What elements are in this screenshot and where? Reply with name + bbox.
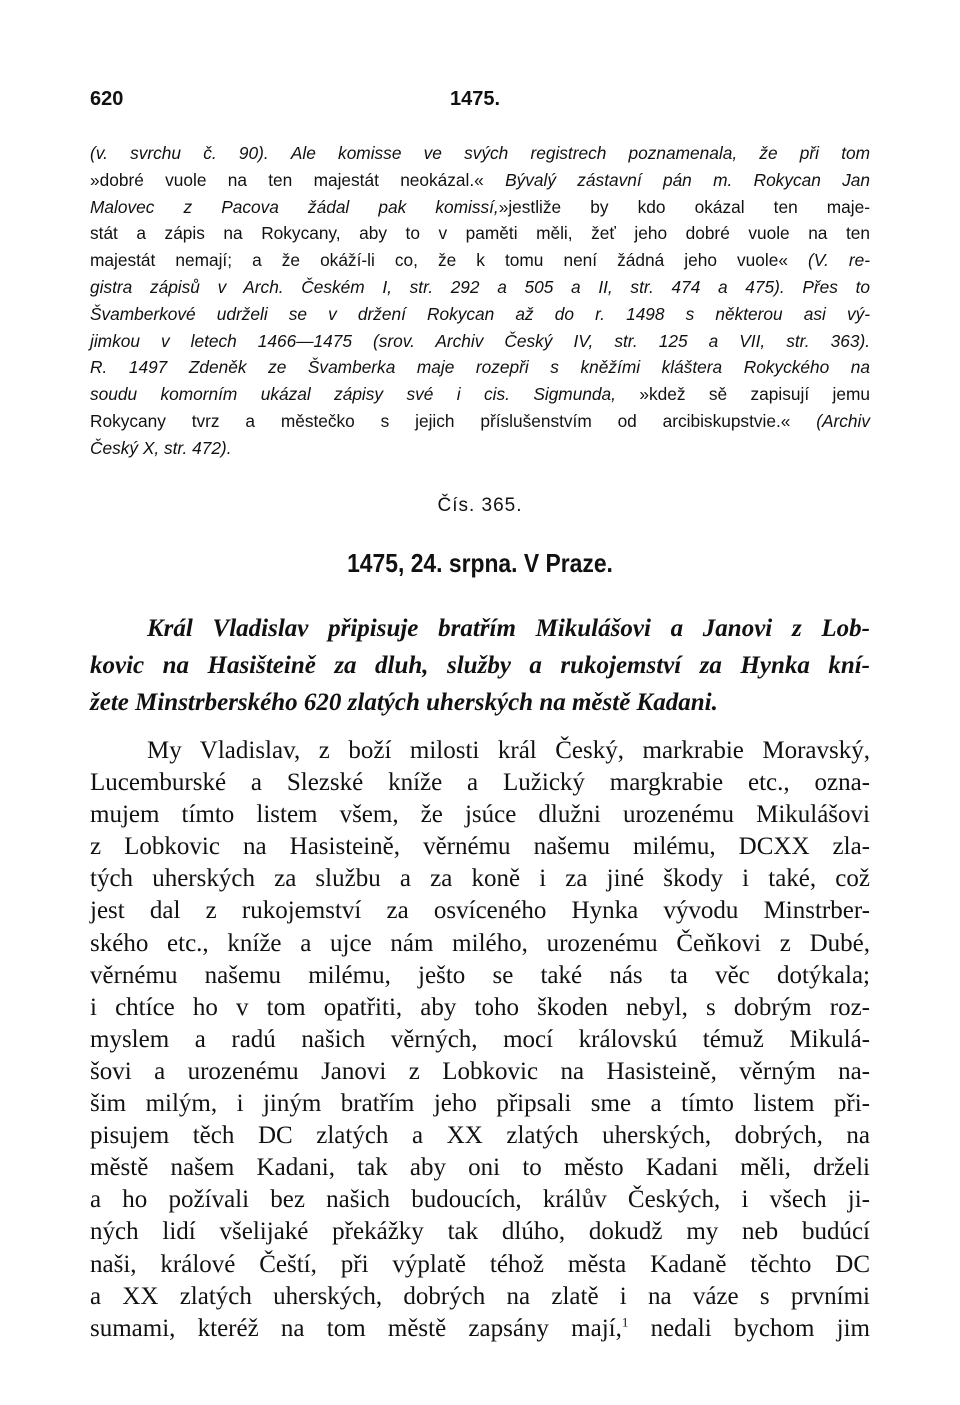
body-line: a XX zlatých uherských, dobrých na zlatě i na váze s prvními <box>90 1282 870 1310</box>
note-line: stát a zápis na Rokycany, aby to v paměti měli, žeť jeho dobré vuole na ten <box>90 223 870 244</box>
body-line: jest dal z rukojemství za osvíceného Hynka vývodu Minstrber- <box>90 897 870 925</box>
body-line: a ho požívali bez našich budoucích, králův Českých, i všech ji- <box>90 1186 870 1214</box>
document-regest <box>90 610 870 721</box>
running-year: 1475. <box>450 88 501 110</box>
body-line: naši, králové Čeští, při výplatě téhož města Kadaně těchto DC <box>90 1250 870 1278</box>
body-line: pisujem těch DC zlatých a XX zlatých uherských, dobrých, na <box>90 1122 870 1150</box>
body-line: i chtíce ho v tom opatřiti, aby toho škoden nebyl, s dobrým roz- <box>90 993 870 1021</box>
body-line: My Vladislav, z boží milosti král Český, markrabie Moravský, <box>147 737 870 764</box>
document-date-place: 1475, 24. srpna. V Praze. <box>347 548 613 578</box>
body-line: věrnému našemu milému, ješto se také nás ta věc dotýkala; <box>90 961 870 989</box>
regest-line: kovic na Hasišteině za dluh, služby a rukojemství za Hynka kní- <box>90 652 870 679</box>
body-line: ského etc., kníže a ujce nám milého, urozenému Čeňkovi z Dubé, <box>90 929 870 957</box>
body-line: ných lidí všelijaké překážky tak dlúho, dokudž my neb budúcí <box>90 1218 870 1246</box>
note-line: Rokycany tvrz a městečko s jejich příslušenstvím od arcibiskupstvie.« (Archiv <box>90 410 870 431</box>
note-line: majestát nemají; a že okáží-li co, že k tomu není žádná jeho vuole« (V. re- <box>90 250 870 271</box>
note-line: Český X, str. 472). <box>90 437 232 458</box>
body-line: šim milým, i jiným bratřím jeho připsali sme a tímto listem při- <box>90 1090 870 1118</box>
body-line: mujem tímto listem všem, že jsúce dlužni urozenému Mikulášovi <box>90 801 870 829</box>
footnote-marker: 1 <box>621 1314 629 1330</box>
editorial-note <box>90 140 870 462</box>
note-line: Švamberkové udrželi se v držení Rokycan až do r. 1498 s některou asi vý- <box>90 303 870 324</box>
note-line: soudu komorním ukázal zápisy své i cis. Sigmunda, »kdež sě zapisují jemu <box>90 384 870 405</box>
regest-line: Král Vladislav připisuje bratřím Mikulášovi a Janovi z Lob- <box>147 615 870 642</box>
running-head <box>90 88 870 118</box>
document-number: Čís. 365. <box>437 495 523 516</box>
body-line: šovi a urozenému Janovi z Lobkovic na Hasisteině, věrným na- <box>90 1057 870 1085</box>
body-line: sumami, kteréž na tom městě zapsány mají,$^1$ nedali bychom jim <box>90 1314 870 1342</box>
note-line: jimkou v letech 1466—1475 (srov. Archiv Český IV, str. 125 a VII, str. 363). <box>90 330 870 351</box>
note-line: Malovec z Pacova žádal pak komissí,»jestliže by kdo okázal ten maje- <box>90 196 870 217</box>
body-line: Lucemburské a Slezské kníže a Lužický margkrabie etc., ozna- <box>90 769 870 797</box>
body-line: tých uherských za službu a za koně i za jiné škody i také, což <box>90 865 870 893</box>
body-line: myslem a radú našich věrných, mocí královskú témuž Mikulá- <box>90 1025 870 1053</box>
note-line: (v. svrchu č. 90). Ale komisse ve svých registrech poznamenala, že při tom <box>90 143 870 163</box>
page-number: 620 <box>90 88 124 110</box>
note-line: »dobré vuole na ten majestát neokázal.« Bývalý zástavní pán m. Rokycan Jan <box>90 169 870 190</box>
note-line: R. 1497 Zdeněk ze Švamberka maje rozepři s kněžími kláštera Rokyckého na <box>90 357 870 378</box>
note-line: gistra zápisů v Arch. Českém I, str. 292 a 505 a II, str. 474 a 475). Přes to <box>90 276 870 297</box>
body-line: městě našem Kadani, tak aby oni to město Kadani měli, drželi <box>90 1154 870 1182</box>
body-line: z Lobkovic na Hasisteině, věrnému našemu milému, DCXX zla- <box>90 833 870 861</box>
document-body <box>90 735 870 1345</box>
regest-line: žete Minstrberského 620 zlatých uherských na městě Kadani. <box>90 689 718 716</box>
